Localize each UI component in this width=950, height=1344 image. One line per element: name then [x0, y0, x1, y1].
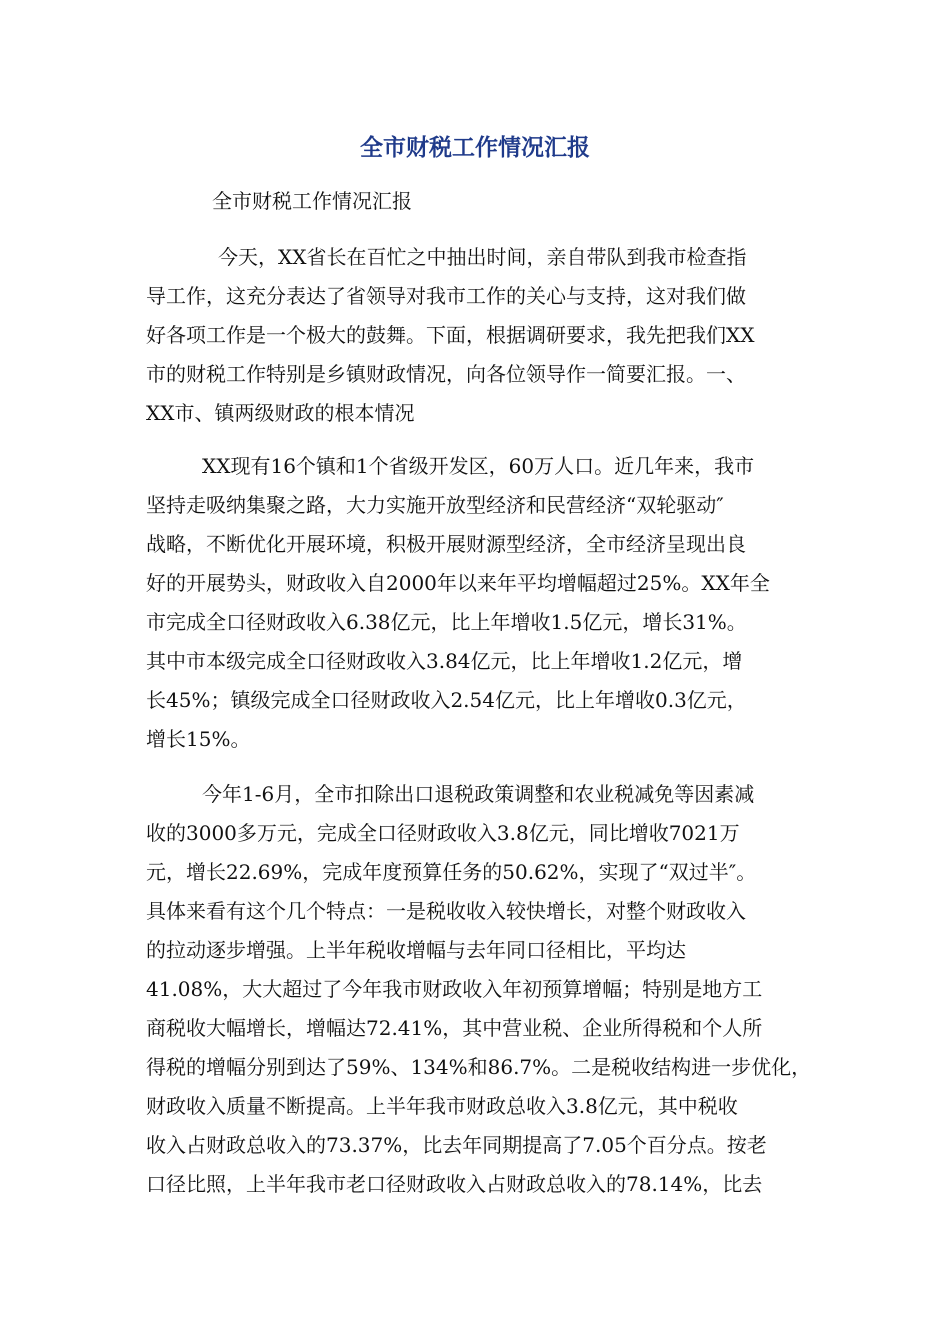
paragraph-2	[146, 447, 826, 759]
paragraph-line: 商税收大幅增长，增幅达72.41%，其中营业税、企业所得税和个人所	[146, 1016, 763, 1040]
paragraph-line: 市的财税工作特别是乡镇财政情况，向各位领导作一简要汇报。一、	[146, 362, 746, 386]
paragraph-line: 财政收入质量不断提高。上半年我市财政总收入3.8亿元，其中税收	[146, 1094, 738, 1118]
paragraph-line: 元，增长22.69%，完成年度预算任务的50.62%，实现了“双过半″。	[146, 860, 757, 884]
paragraph-line: 41.08%，大大超过了今年我市财政收入年初预算增幅；特别是地方工	[146, 977, 763, 1001]
paragraph-line: 得税的增幅分别到达了59%、134%和86.7%。二是税收结构进一步优化，	[146, 1055, 812, 1079]
paragraph-line: XX现有16个镇和1个省级开发区，60万人口。近几年来，我市	[202, 454, 755, 478]
paragraph-line: 长45%；镇级完成全口径财政收入2.54亿元，比上年增收0.3亿元，	[146, 688, 747, 712]
paragraph-line: 的拉动逐步增强。上半年税收增幅与去年同口径相比，平均达	[146, 938, 686, 962]
document-subtitle: 全市财税工作情况汇报	[212, 189, 412, 213]
paragraph-line: 今天，XX省长在百忙之中抽出时间，亲自带队到我市检查指	[218, 245, 747, 269]
paragraph-line: 市完成全口径财政收入6.38亿元，比上年增收1.5亿元，增长31%。	[146, 610, 747, 634]
paragraph-line: 其中市本级完成全口径财政收入3.84亿元，比上年增收1.2亿元，增	[146, 649, 743, 673]
paragraph-line: 今年1-6月，全市扣除出口退税政策调整和农业税减免等因素减	[202, 782, 755, 806]
paragraph-line: 收的3000多万元，完成全口径财政收入3.8亿元，同比增收7021万	[146, 821, 740, 845]
paragraph-line: 好的开展势头，财政收入自2000年以来年平均增幅超过25%。XX年全	[146, 571, 770, 595]
paragraph-3	[146, 775, 826, 1204]
paragraph-line: 口径比照，上半年我市老口径财政收入占财政总收入的78.14%，比去	[146, 1172, 763, 1196]
paragraph-line: 坚持走吸纳集聚之路，大力实施开放型经济和民营经济“双轮驱动″	[146, 493, 724, 517]
paragraph-line: 收入占财政总收入的73.37%，比去年同期提高了7.05个百分点。按老	[146, 1133, 767, 1157]
paragraph-line: 好各项工作是一个极大的鼓舞。下面，根据调研要求，我先把我们XX	[146, 323, 755, 347]
paragraph-line: XX市、镇两级财政的根本情况	[146, 401, 415, 425]
paragraph-line: 增长15%。	[146, 727, 251, 751]
document-title: 全市财税工作情况汇报	[360, 135, 590, 161]
paragraph-1	[146, 238, 826, 433]
paragraph-line: 导工作，这充分表达了省领导对我市工作的关心与支持，这对我们做	[146, 284, 746, 308]
paragraph-line: 战略，不断优化开展环境，积极开展财源型经济，全市经济呈现出良	[146, 532, 746, 556]
paragraph-line: 具体来看有这个几个特点：一是税收收入较快增长，对整个财政收入	[146, 899, 746, 923]
